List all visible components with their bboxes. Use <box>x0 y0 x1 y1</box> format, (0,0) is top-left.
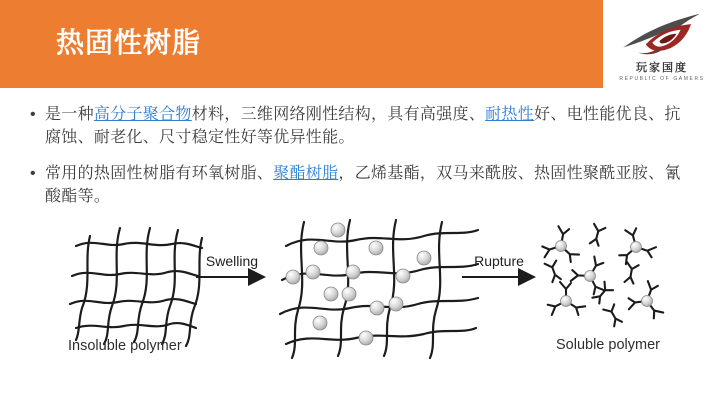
hyperlink-nairexing[interactable]: 耐热性 <box>485 106 535 123</box>
logo-en-text: REPUBLIC OF GAMERS <box>619 75 705 82</box>
insoluble-network <box>70 228 202 346</box>
text-segment: 是一种 <box>45 106 94 123</box>
bullet-marker: • <box>30 106 36 123</box>
insoluble-polymer-label: Insoluble polymer <box>68 338 182 354</box>
text-segment: 材料，三维网络刚性结构，具有高强度、 <box>191 106 486 123</box>
solvent-spheres <box>286 223 431 345</box>
rupture-label: Rupture <box>474 253 524 269</box>
soluble-polymer-label: Soluble polymer <box>556 337 660 353</box>
bullet-marker: • <box>30 165 36 182</box>
swelling-label: Swelling <box>205 253 259 269</box>
swollen-network <box>280 220 478 358</box>
swelling-arrow <box>196 253 264 277</box>
text-segment: ，乙烯基酯，双马来酰胺、热固性聚酰亚胺、氰酸酯等。 <box>45 165 681 205</box>
fragment-spheres <box>556 241 653 307</box>
text-segment: 好、电性能优良、抗腐蚀、耐老化、尺寸稳定性好等优异性能。 <box>45 106 681 146</box>
page-title: 热固性树脂 <box>56 27 202 58</box>
hyperlink-gaofenzi[interactable]: 高分子聚合物 <box>93 106 192 123</box>
logo-cn-text: 玩家国度 <box>636 62 688 74</box>
polymer-fragments <box>540 224 672 327</box>
text-segment: 常用的热固性树脂有环氧树脂、 <box>45 165 274 182</box>
hyperlink-juzhishuzhi[interactable]: 聚酯树脂 <box>273 165 339 182</box>
